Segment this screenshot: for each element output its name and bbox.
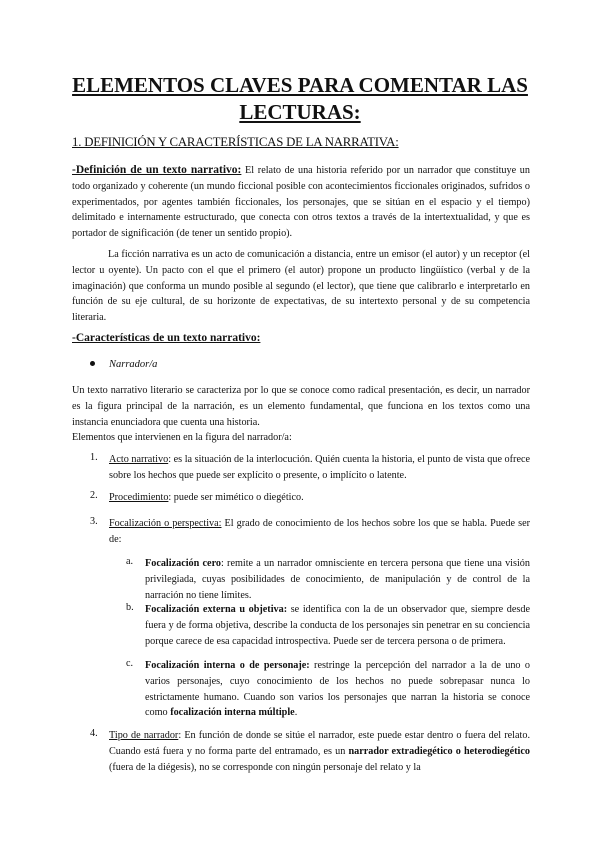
- characteristics-heading: -Características de un texto narrativo:: [72, 332, 261, 344]
- elements-line: Elementos que intervienen en la figura del narrador/a:: [72, 432, 292, 443]
- list-text: : es la situación de la interlocución. Quién cuenta la historia, el punto de vista que ofrece sobre los hechos que puede ser explícito o presente, o implícito o latente.: [109, 454, 531, 481]
- sublist-term: Focalización interna o de personaje:: [145, 660, 310, 671]
- bullet-dot-icon: [90, 361, 95, 366]
- list-item: [109, 452, 530, 484]
- sublist-letter: c.: [126, 658, 134, 669]
- list-term: Tipo de narrador: [109, 730, 179, 741]
- sublist-term: Focalización externa u objetiva:: [145, 604, 288, 615]
- document-title: ELEMENTOS CLAVES PARA COMENTAR LAS LECTURAS:: [72, 73, 528, 124]
- sublist-item: [145, 556, 530, 603]
- list-text: : En función de donde se sitúe el narrador, este puede estar dentro o fuera del relato. Cuando está fuera y no forma parte del entramado, es un: [109, 730, 531, 757]
- bullet-label: Narrador/a: [109, 359, 158, 370]
- definition-lead: -Definición de un texto narrativo:: [72, 164, 242, 176]
- sublist-text: se identifica con la de un observador que, siempre desde fuera y de forma objetiva, describe la conducta de los personajes sin penetrar en su conciencia porque carece de esa capacidad introspectiva. Puede ser de tercera persona o de primera.: [145, 604, 530, 647]
- list-item: [109, 490, 530, 506]
- bullet-item: [90, 359, 157, 370]
- definition-text: El relato de una historia referido por un narrador que constituye un todo organizado y coherente (un mundo ficcional posible con acontecimientos ficcionales originados, sufridos o experimentados, por agentes también ficcionales, los personajes, que se sitúan en el espacio y el tiempo) delimitado e internamente estructurado, que conecta con otros textos a través de la intertextualidad, y que es portador de significación (de tener un sentido propio).: [72, 165, 530, 240]
- sublist-term: Focalización cero: [145, 558, 222, 569]
- definition-paragraph: [72, 163, 530, 242]
- list-number: 2.: [90, 490, 98, 501]
- sublist-text: : remite a un narrador omnisciente en tercera persona que tiene una visión privilegiada, cuyas posibilidades de conocimiento, de manipulación y de control de la narración no tiene límites.: [145, 558, 530, 601]
- sublist-text: restringe la percepción del narrador a la de uno o varios personajes, cuyo conocimiento de los hechos no puede sobrepasar nunca lo estrictamente humano. Cuando son varios los personajes que narran la historia se conoce como: [145, 660, 530, 719]
- list-bold: narrador extradiegético o heterodiegético: [348, 745, 530, 757]
- fiction-paragraph: La ficción narrativa es un acto de comunicación a distancia, entre un emisor (el autor) y un receptor (el lector u oyente). Un pacto con el que el primero (el autor) propone un producto lingüístico (verbal y de la imaginación) que conforma un mundo posible al segundo (el lector), que tiene que calibrarlo e interpretarlo en función de su eje cultural, de su horizonte de expectativas, de su intertexto personal y de su competencia literaria.: [72, 249, 530, 324]
- list-term: Procedimiento: [109, 492, 169, 503]
- list-number: 4.: [90, 728, 98, 739]
- list-item: [109, 516, 530, 548]
- list-term: Acto narrativo: [109, 454, 169, 465]
- sublist-letter: a.: [126, 556, 134, 567]
- list-item: [109, 728, 530, 775]
- sublist-item: [145, 658, 530, 721]
- list-term: Focalización o perspectiva:: [109, 518, 222, 529]
- list-text-continued: (fuera de la diégesis), no se corresponde con ningún personaje del relato y la: [109, 761, 421, 773]
- sublist-bold: focalización interna múltiple: [170, 707, 295, 719]
- list-text: El grado de conocimiento de los hechos sobre los que se habla. Puede ser de:: [109, 518, 530, 545]
- list-text: : puede ser mimético o diegético.: [168, 492, 304, 503]
- sublist-end: .: [294, 707, 298, 719]
- sublist-letter: b.: [126, 602, 134, 613]
- list-number: 3.: [90, 516, 98, 527]
- section-heading: 1. DEFINICIÓN Y CARACTERÍSTICAS DE LA NARRATIVA:: [72, 135, 399, 149]
- sublist-item: [145, 602, 530, 649]
- list-number: 1.: [90, 452, 98, 463]
- narrator-paragraph: Un texto narrativo literario se caracteriza por lo que se conoce como radical presentación, es decir, un narrador es la figura principal de la narración, es un elemento fundamental, que funciona en los textos como una instancia enunciadora que cuenta una historia.: [72, 385, 530, 428]
